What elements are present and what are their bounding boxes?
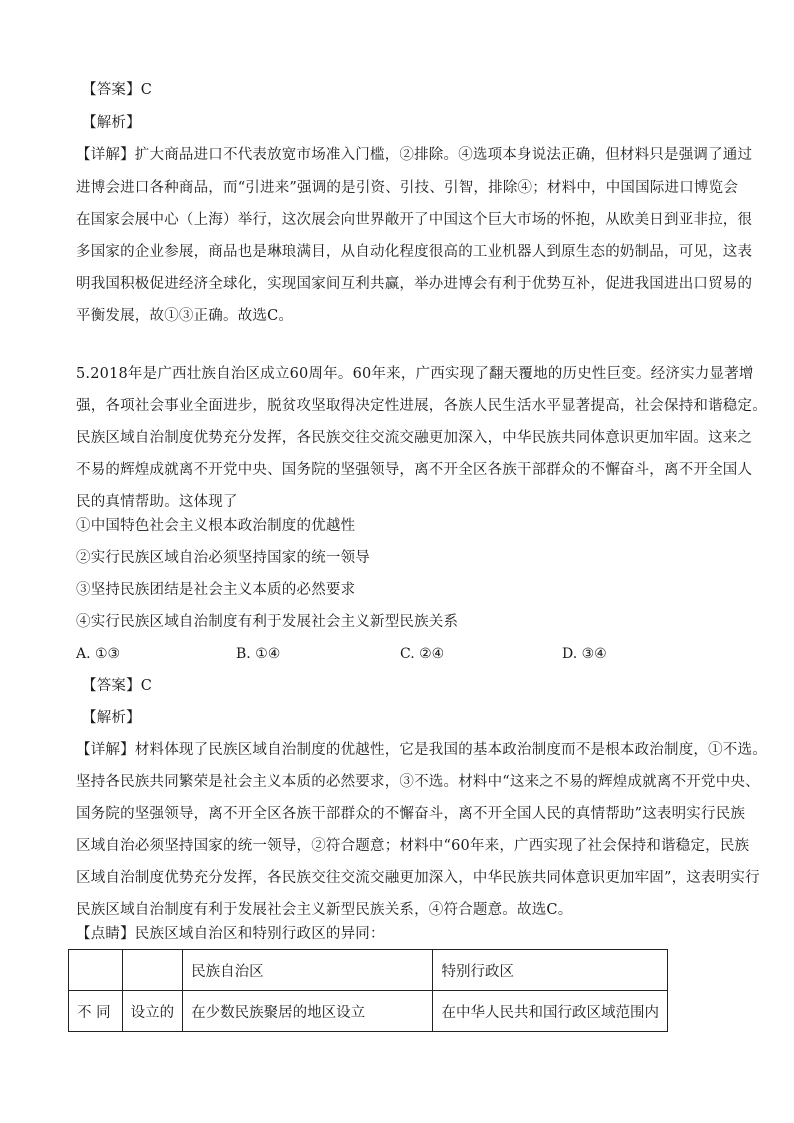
table-cell: 不 同 [69,991,123,1032]
q4-detail-line: 在国家会展中心（上海）举行，这次展会向世界敞开了中国这个巨大市场的怀抱，从欧美日到亚非拉，很 [76,212,753,228]
q5-detail-line: 坚持各民族共同繁荣是社会主义本质的必然要求，③不选。材料中“这来之不易的辉煌成就离不开党中央、 [76,774,760,790]
q5-tip: 【点睛】民族区域自治区和特别行政区的异同： [76,926,385,942]
table-header-row [69,950,668,991]
q5-statement-4: ④实行民族区域自治制度有利于发展社会主义新型民族关系 [76,614,459,630]
q5-option-a: A. ①③ [76,646,121,662]
table-header-special-admin-region: 特别行政区 [433,950,668,991]
q4-detail-line: 多国家的企业参展，商品也是琳琅满目，从自动化程度很高的工业机器人到原生态的奶制品，可见，这表 [76,244,753,260]
q5-detail-line: 区域自治制度优势充分发挥，各民族交往交流交融更加深入，中华民族共同体意识更加牢固”，这表明实行 [76,870,760,886]
q5-statement-3: ③坚持民族团结是社会主义本质的必然要求 [76,582,356,598]
q5-stem-line: 不易的辉煌成就离不开党中央、国务院的坚强领导，离不开全区各族干部群众的不懈奋斗，离不开全国人 [76,462,753,478]
table-cell: 在中华人民共和国行政区域范围内 [433,991,668,1032]
table-cell [69,950,123,991]
table-row [69,991,668,1032]
q5-statement-2: ②实行民族区域自治必须坚持国家的统一领导 [76,550,370,566]
q4-detail-line: 平衡发展，故①③正确。故选C。 [76,308,294,324]
q4-analysis-heading: 【解析】 [82,115,141,131]
q4-detail-line: 进博会进口各种商品，而“引进来”强调的是引资、引技、引智，排除④；材料中，中国国际进口博览会 [76,180,739,196]
q5-stem-line: 5.2018年是广西壮族自治区成立60周年。60年来，广西实现了翻天覆地的历史性巨变。经济实力显著增 [76,366,754,382]
comparison-table [68,949,668,1032]
q5-stem-line: 强，各项社会事业全面进步，脱贫攻坚取得决定性进展，各族人民生活水平显著提高，社会保持和谐稳定。 [76,398,767,414]
q5-detail-line: 区域自治必须坚持国家的统一领导，②符合题意；材料中“60年来，广西实现了社会保持和谐稳定，民族 [76,838,750,854]
q5-statement-1: ①中国特色社会主义根本政治制度的优越性 [76,518,356,534]
table-cell [122,950,183,991]
q5-detail-line: 国务院的坚强领导，离不开全区各族干部群众的不懈奋斗，离不开全国人民的真情帮助”这表明实行民族 [76,806,746,822]
table-header-autonomous-region: 民族自治区 [183,950,433,991]
q5-option-b: B. ①④ [236,646,281,662]
q5-option-d: D. ③④ [562,646,607,662]
q5-option-c: C. ②④ [400,646,445,662]
table-cell: 在少数民族聚居的地区设立 [183,991,433,1032]
q5-stem-line: 民族区域自治制度优势充分发挥，各民族交往交流交融更加深入，中华民族共同体意识更加牢固。这来之 [76,430,753,446]
q5-answer: 【答案】C [82,678,153,694]
q4-detail-line: 【详解】扩大商品进口不代表放宽市场准入门槛，②排除。④选项本身说法正确，但材料只是强调了通过 [76,147,753,163]
q5-detail-line: 【详解】材料体现了民族区域自治制度的优越性，它是我国的基本政治制度而不是根本政治制度，①不选。 [76,742,767,758]
q5-analysis-heading: 【解析】 [82,710,141,726]
q5-detail-line: 民族区域自治制度有利于发展社会主义新型民族关系，④符合题意。故选C。 [76,902,573,918]
q4-answer: 【答案】C [82,82,153,98]
q4-detail-line: 明我国积极促进经济全球化，实现国家间互利共赢，举办进博会有利于优势互补，促进我国进出口贸易的 [76,276,753,292]
q5-stem-line: 民的真情帮助。这体现了 [76,494,238,510]
table-cell: 设立的 [122,991,183,1032]
